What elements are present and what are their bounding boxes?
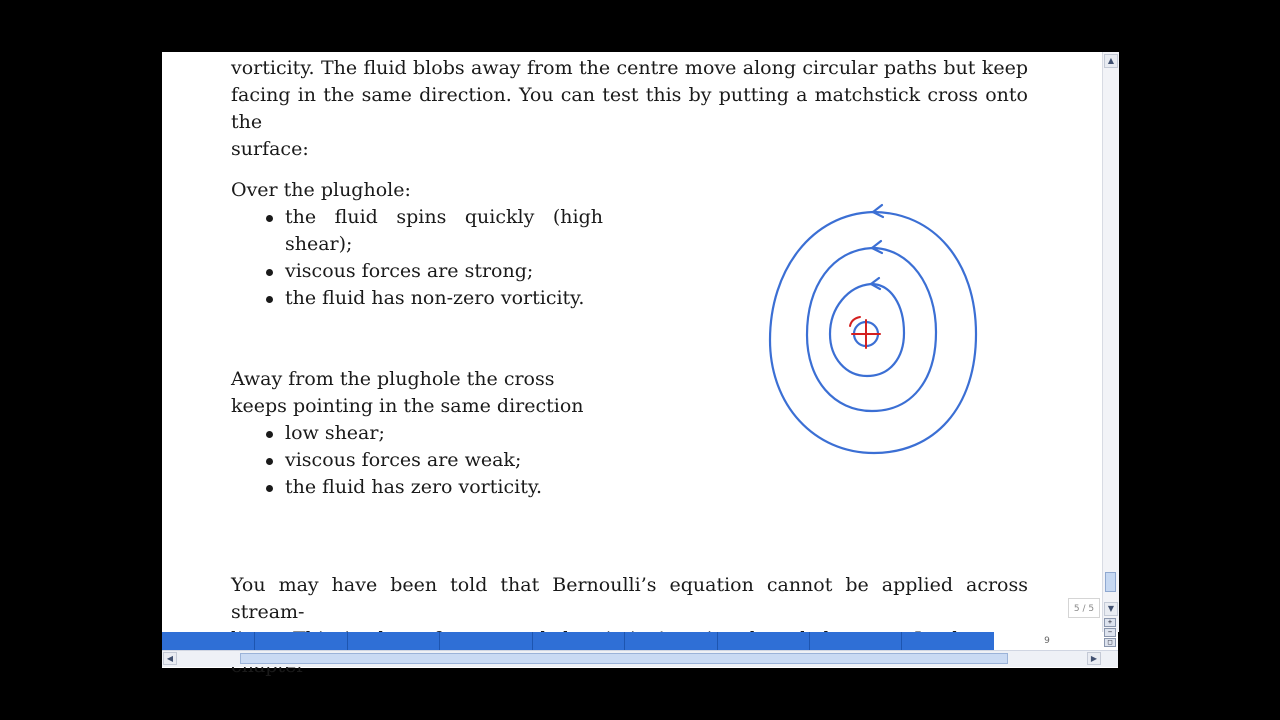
horizontal-scroll-thumb[interactable]	[240, 653, 1008, 664]
middle-streamline	[807, 248, 936, 411]
intro-paragraph	[231, 55, 1028, 163]
zoom-in-icon: +	[1107, 618, 1113, 626]
away-heading: Away from the plughole the cross keeps pointing in the same direction	[231, 368, 584, 417]
vortex-diagram	[752, 200, 992, 460]
streamline-circles	[770, 205, 976, 453]
zoom-in-button[interactable]	[1104, 618, 1116, 627]
progress-segment-divider	[254, 632, 255, 650]
plughole-list	[231, 204, 603, 312]
document-page	[162, 52, 1102, 632]
outer-arrowhead	[873, 205, 883, 217]
horizontal-scrollbar[interactable]	[162, 650, 1118, 667]
scroll-down-button[interactable]	[1104, 602, 1118, 616]
zoom-out-button[interactable]	[1104, 628, 1116, 637]
chevron-right-icon: ▶	[1090, 654, 1098, 663]
fit-page-button[interactable]	[1104, 638, 1116, 647]
scroll-right-button[interactable]	[1087, 652, 1101, 665]
away-item-1: low shear;	[285, 420, 603, 447]
plughole-item-2: viscous forces are strong;	[285, 258, 603, 285]
away-item-2: viscous forces are weak;	[285, 447, 603, 474]
plughole-block	[231, 177, 603, 312]
document-viewer	[162, 52, 1118, 668]
progress-segment-divider	[532, 632, 533, 650]
fit-page-icon: □	[1107, 638, 1113, 646]
middle-arrowhead	[872, 241, 882, 253]
progress-fill	[162, 632, 994, 650]
slide-progress-bar[interactable]	[162, 632, 1102, 650]
away-block	[231, 366, 603, 501]
page-counter: 5 / 5	[1068, 598, 1100, 618]
chevron-down-icon: ▼	[1107, 604, 1115, 613]
plughole-heading: Over the plughole:	[231, 179, 411, 201]
scroll-up-button[interactable]	[1104, 54, 1118, 68]
away-item-3: the fluid has zero vorticity.	[285, 474, 603, 501]
progress-segment-divider	[809, 632, 810, 650]
chevron-up-icon: ▲	[1107, 56, 1115, 65]
progress-segment-divider	[347, 632, 348, 650]
zoom-out-icon: −	[1107, 628, 1113, 636]
zoom-controls	[1104, 618, 1117, 648]
scroll-left-button[interactable]	[163, 652, 177, 665]
intro-line-1: vorticity. The fluid blobs away from the centre move along circular paths but keep	[231, 57, 1028, 79]
vertical-scroll-thumb[interactable]	[1105, 572, 1116, 592]
away-list	[231, 420, 603, 501]
plughole-item-3: the fluid has non-zero vorticity.	[285, 285, 603, 312]
progress-segment-divider	[901, 632, 902, 650]
vertical-scrollbar[interactable]	[1102, 52, 1119, 632]
page-number: 9	[1044, 636, 1050, 646]
plughole-item-1: the fluid spins quickly (high shear);	[285, 204, 603, 258]
intro-line-2: facing in the same direction. You can test this by putting a matchstick cross onto the	[231, 84, 1028, 133]
intro-line-3: surface:	[231, 138, 309, 160]
chevron-left-icon: ◀	[166, 654, 174, 663]
progress-segment-divider	[717, 632, 718, 650]
bottom-line-1: You may have been told that Bernoulli’s equation cannot be applied across stream-	[231, 574, 1028, 623]
progress-segment-divider	[439, 632, 440, 650]
progress-segment-divider	[624, 632, 625, 650]
